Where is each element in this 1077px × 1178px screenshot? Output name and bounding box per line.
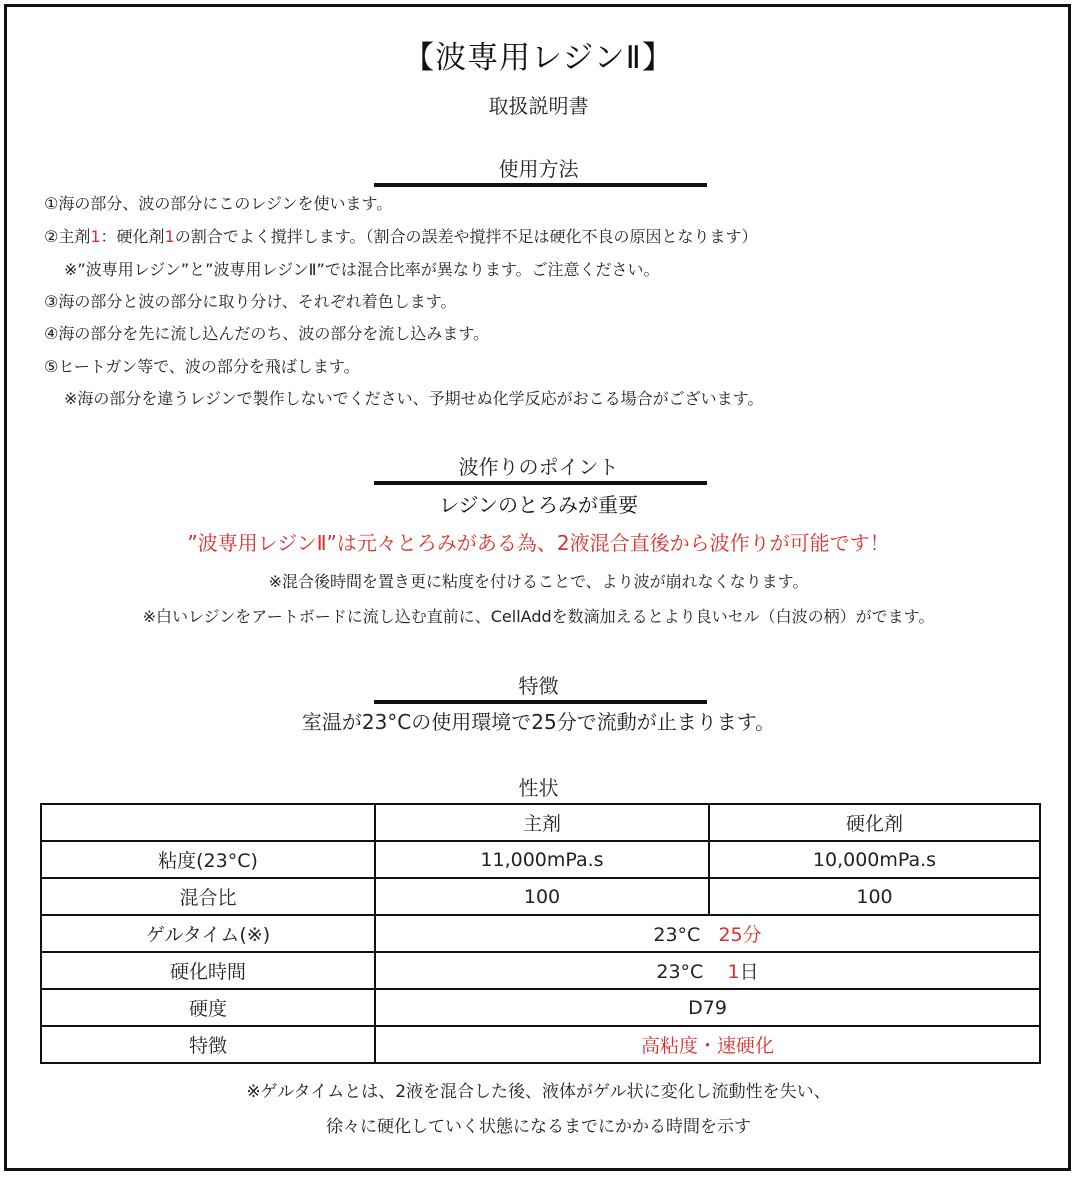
page-subtitle: 取扱説明書 [488,94,589,118]
usage-step-4: ④海の部分を先に流し込んだのち、波の部分を流し込みます。 [44,324,490,343]
gel-time-value [375,915,1040,952]
column-header-hardener: 硬化剤 [709,804,1040,841]
usage-step-2-ratio-main: 1 [90,227,101,246]
mix-ratio-hardener: 100 [709,878,1040,915]
row-label-features: 特徴 [41,1026,375,1063]
column-header-main: 主剤 [375,804,709,841]
wave-points-heading: 波作りのポイント [458,455,619,479]
table-row [41,878,1040,915]
gel-time-temp: 23°C [653,924,701,946]
row-label-gel-time: ゲルタイム(※) [41,915,375,952]
cure-time-unit: 日 [739,961,759,983]
cure-time-temp: 23°C [656,961,704,983]
cure-time-number: 1 [727,961,740,983]
features-heading: 特徴 [518,674,559,698]
usage-heading: 使用方法 [498,157,579,181]
table-row [41,1026,1040,1063]
table-row [41,989,1040,1026]
footnote-line-1: ※ゲルタイムとは、2液を混合した後、液体がゲル状に変化し流動性を失い、 [246,1082,831,1102]
wave-points-note-2: ※白いレジンをアートボードに流し込む直前に、CellAddを数滴加えるとより良いセル（白波の柄）がでます。 [142,607,935,626]
usage-step-2-note: ※”波専用レジン”と”波専用レジンⅡ”では混合比率が異なります。ご注意ください。 [64,260,660,279]
table-row [41,804,1040,841]
row-label-mix-ratio: 混合比 [41,878,375,915]
hardness-value: D79 [375,989,1040,1026]
footnote-line-2: 徐々に硬化していく状態になるまでにかかる時間を示す [326,1117,751,1137]
table-row [41,915,1040,952]
wave-points-heading-rule [374,481,707,485]
usage-step-5: ⑤ヒートガン等で、波の部分を飛ばします。 [44,357,360,376]
usage-step-2-prefix: ②主剤 [44,227,91,246]
usage-step-2-suffix: の割合でよく撹拌します。（割合の誤差や撹拌不足は硬化不良の原因となります） [174,227,758,246]
table-corner-cell [41,804,375,841]
gel-time-duration: 25分 [718,924,762,946]
usage-step-3: ③海の部分と波の部分に取り分け、それぞれ着色します。 [44,292,457,311]
page-title: 【波専用レジンⅡ】 [403,40,674,76]
viscosity-main: 11,000mPa.s [375,841,709,878]
row-label-viscosity: 粘度(23°C) [41,841,375,878]
table-row [41,952,1040,989]
usage-step-2-ratio-hardener: 1 [164,227,175,246]
usage-step-2 [44,224,757,247]
mix-ratio-main: 100 [375,878,709,915]
wave-points-note-1: ※混合後時間を置き更に粘度を付けることで、より波が崩れなくなります。 [268,572,809,591]
wave-points-subheading: レジンのとろみが重要 [439,493,638,517]
wave-points-highlight: ”波専用レジンⅡ”は元々とろみがある為、2液混合直後から波作りが可能です！ [187,531,890,555]
row-label-hardness: 硬度 [41,989,375,1026]
usage-heading-rule [374,183,707,187]
properties-table [40,803,1041,1064]
usage-step-5-note: ※海の部分を違うレジンで製作しないでください、予期せぬ化学反応がおこる場合がございます。 [64,389,764,408]
row-label-cure-time: 硬化時間 [41,952,375,989]
table-row [41,841,1040,878]
usage-step-1: ①海の部分、波の部分にこのレジンを使います。 [44,194,393,213]
features-heading-rule [374,700,707,704]
features-value: 高粘度・速硬化 [375,1026,1040,1063]
properties-heading: 性状 [518,776,559,800]
viscosity-hardener: 10,000mPa.s [709,841,1040,878]
features-text: 室温が23°Cの使用環境で25分で流動が止まります。 [301,710,776,734]
cure-time-value [375,952,1040,989]
usage-step-2-mid: ：硬化剤 [100,227,165,246]
